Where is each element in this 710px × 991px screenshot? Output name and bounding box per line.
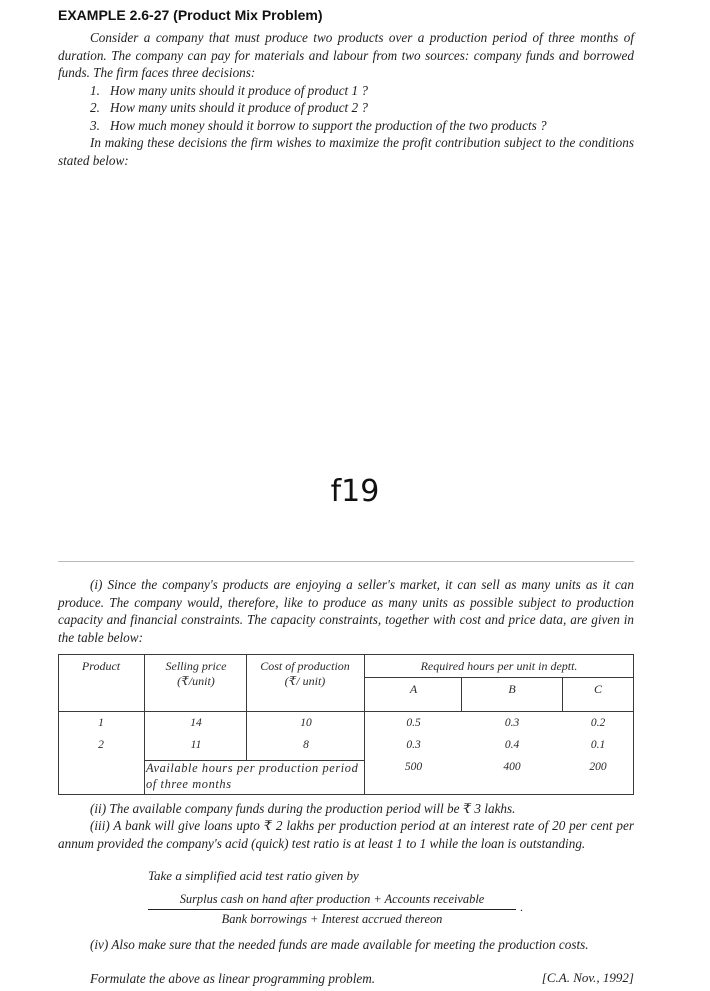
row-1-b: 0.3 [504, 717, 520, 729]
header-required-hours: Required hours per unit in deptt. [420, 659, 578, 673]
task-statement: Formulate the above as linear programming problem. [90, 971, 376, 986]
intro-paragraph: Consider a company that must produce two products over a production period of three months of duration. The company can pay for materials and labour from two sources: company funds and borrowed funds. The firm faces three decisions: [58, 30, 634, 81]
formula-intro: Take a simplified acid test ratio given by [148, 868, 359, 883]
row-1-price: 14 [190, 717, 202, 729]
example-heading: EXAMPLE 2.6-27 (Product Mix Problem) [58, 7, 323, 23]
row-1-cost: 10 [300, 717, 312, 729]
available-b: 400 [503, 761, 521, 773]
source-reference: [C.A. Nov., 1992] [541, 970, 634, 985]
available-c: 200 [589, 761, 607, 773]
row-2-cost: 8 [303, 739, 309, 751]
objective-paragraph: In making these decisions the firm wishes to maximize the profit contribution subject to the conditions stated below: [58, 135, 634, 168]
formula-numerator: Surplus cash on hand after production + Accounts receivable [148, 892, 516, 910]
header-dept-b: B [508, 682, 516, 696]
row-1-product: 1 [98, 717, 104, 729]
condition-i-paragraph: (i) Since the company's products are enjoying a seller's market, it can sell as many units as it can produce. The company would, therefore, like to produce as many units as possible subject to production capacity and financial constraints. The capacity constraints, together with cost and price data, are given in the table below: [58, 577, 634, 645]
condition-iii-paragraph: (iii) A bank will give loans upto ₹ 2 lakhs per production period at an interest rate of 20 per cent per annum provided the company's acid (quick) test ratio is at least 1 to 1 while the loan is outstanding. [58, 818, 634, 851]
decision-3-text: How much money should it borrow to support the production of the two products ? [110, 118, 547, 133]
row-2-c: 0.1 [590, 739, 606, 751]
row-2-a: 0.3 [406, 739, 421, 751]
condition-ii-paragraph: (ii) The available company funds during the production period will be ₹ 3 lakhs. [90, 801, 516, 816]
decision-3 [90, 117, 547, 135]
formula-end: . [520, 900, 523, 914]
capacity-table [58, 654, 634, 795]
available-hours-label: Available hours per production period of three months [146, 761, 359, 791]
decision-1-number: 1. [90, 83, 100, 98]
decision-3-number: 3. [90, 118, 100, 133]
decision-2 [90, 99, 368, 117]
row-1-a: 0.5 [406, 717, 421, 729]
row-2-product: 2 [98, 739, 104, 751]
decision-1-text: How many units should it produce of product 1 ? [110, 83, 368, 98]
row-2-b: 0.4 [504, 739, 520, 751]
available-a: 500 [404, 761, 423, 773]
header-dept-a: A [409, 682, 418, 696]
decision-1 [90, 82, 368, 100]
header-product: Product [81, 659, 121, 673]
divider-line [58, 561, 634, 562]
decision-2-text: How many units should it produce of product 2 ? [110, 100, 368, 115]
gap-label: f19 [330, 474, 380, 509]
decision-2-number: 2. [90, 100, 100, 115]
header-dept-c: C [593, 682, 602, 696]
header-selling-price: Selling price (₹/unit) [165, 659, 227, 688]
row-1-c: 0.2 [590, 717, 606, 729]
row-2-price: 11 [190, 739, 202, 751]
condition-iv-paragraph: (iv) Also make sure that the needed funds are made available for meeting the production costs. [90, 937, 589, 952]
formula-denominator: Bank borrowings + Interest accrued thereon [221, 912, 443, 926]
header-cost: Cost of production (₹/ unit) [260, 659, 350, 688]
